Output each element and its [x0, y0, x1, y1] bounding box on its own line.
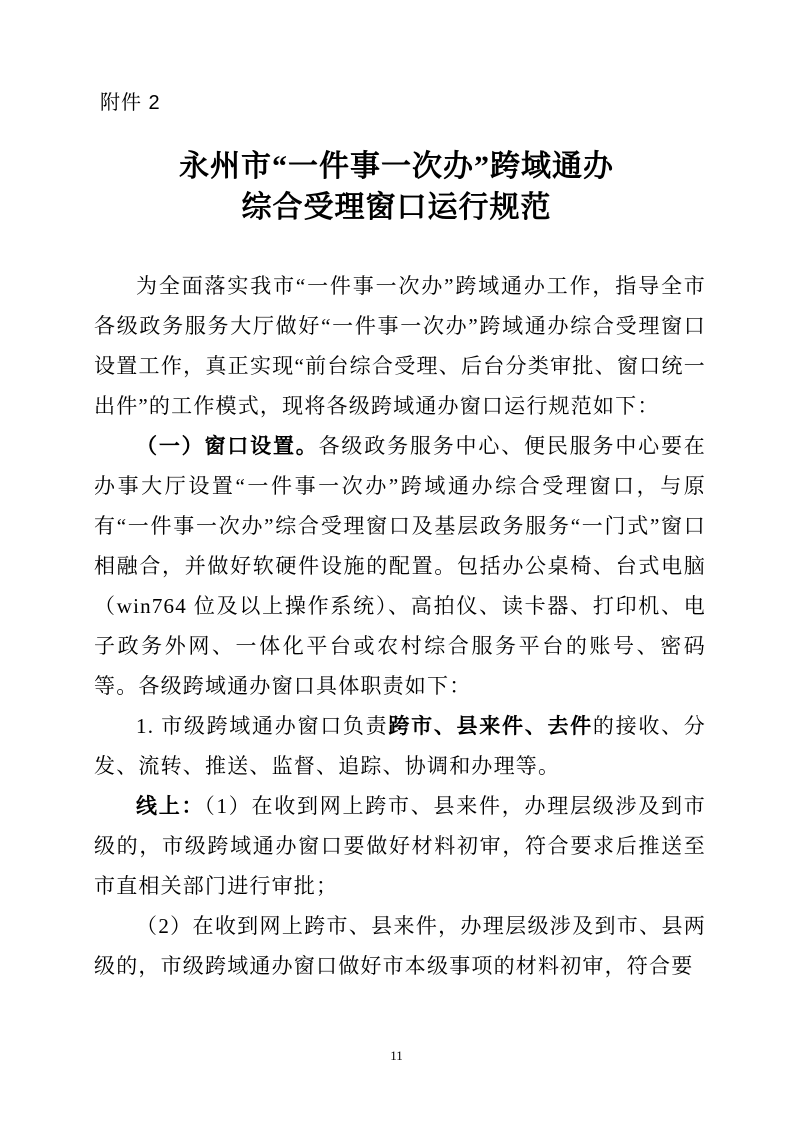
document-title-line2: 综合受理窗口运行规范 [241, 191, 552, 224]
paragraph [94, 786, 706, 906]
text-run: （2）在收到网上跨市、县来件，办理层级涉及到市、县两级的，市级跨域通办窗口做好市本级事项的材料初审，符合要 [94, 914, 706, 978]
text-run: 为全面落实我市“一件事一次办”跨域通办工作，指导全市各级政务服务大厅做好“一件事一次办”跨域通办综合受理窗口设置工作，真正实现“前台综合受理、后台分类审批、窗口统一出件”的工作模式，现将各级跨域通办窗口运行规范如下： [94, 274, 706, 418]
text-run: 1. 市级跨域通办窗口负责 [136, 714, 389, 738]
document-title [0, 146, 793, 228]
paragraph [94, 266, 706, 426]
paragraph [94, 906, 706, 986]
text-run: 的接收、分发、流转、推送、监督、追踪、协调和办理等。 [94, 714, 707, 778]
document-body [94, 266, 706, 986]
document-title-line1: 永州市“一件事一次办”跨域通办 [179, 150, 614, 183]
paragraph [94, 426, 706, 706]
page-number: 11 [390, 1048, 403, 1063]
text-run-bold: 线上： [136, 794, 205, 818]
text-run-bold: （一）窗口设置。 [136, 434, 319, 458]
text-run: （1）在收到网上跨市、县来件，办理层级涉及到市级的，市级跨域通办窗口要做好材料初审，符合要求后推送至市直相关部门进行审批； [94, 794, 706, 898]
text-run-bold: 跨市、县来件、去件 [388, 714, 593, 738]
attachment-label: 附件 2 [100, 92, 161, 114]
text-run: 各级政务服务中心、便民服务中心要在办事大厅设置“一件事一次办”跨域通办综合受理窗口，与原有“一件事一次办”综合受理窗口及基层政务服务“一门式”窗口相融合，并做好软硬件设施的配置。包括办公桌椅、台式电脑（win764 位及以上操作系统）、高拍仪、读卡器、打印机、电子政务外网、一体化平台或农村综合服务平台的账号、密码等。各级跨域通办窗口具体职责如下： [94, 434, 706, 698]
paragraph [94, 706, 706, 786]
